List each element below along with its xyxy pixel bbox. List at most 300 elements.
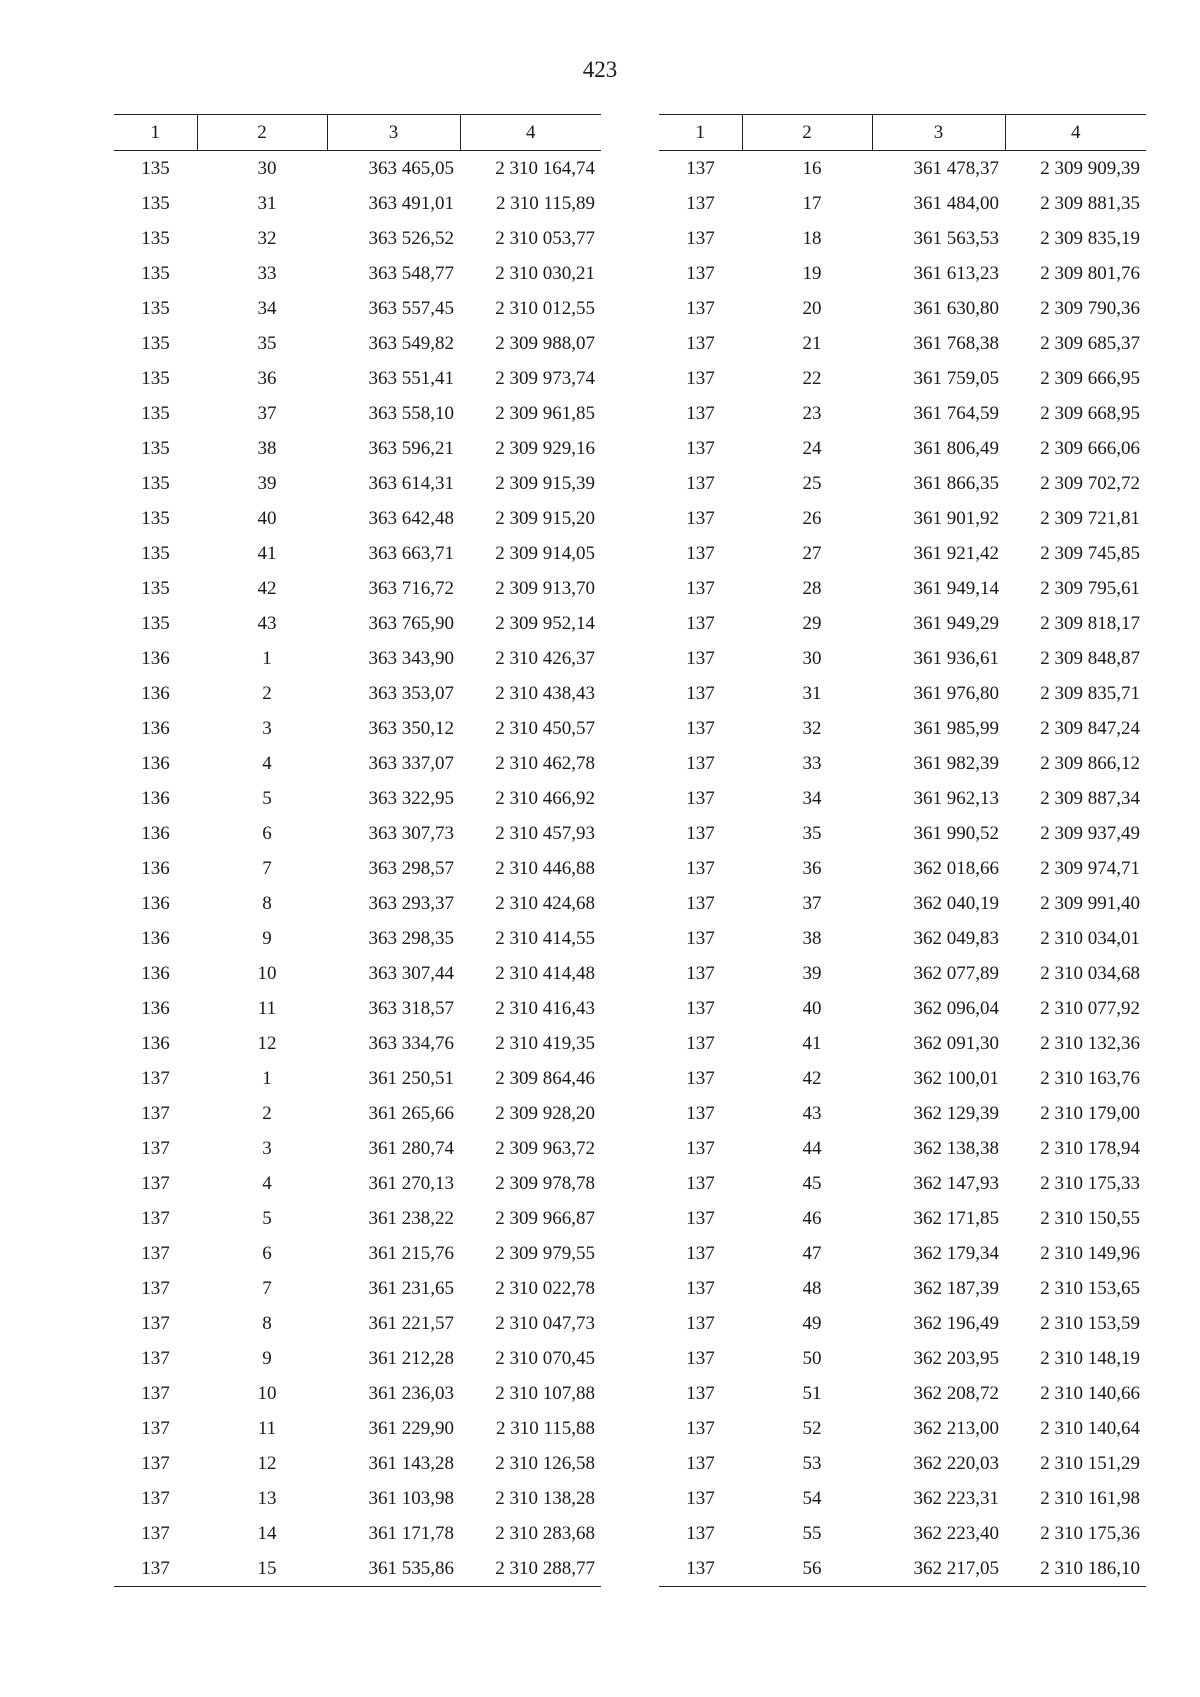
table-row — [114, 1411, 601, 1446]
x-coordinate-cell: 361 215,76 — [368, 1243, 454, 1264]
y-coordinate-cell: 2 309 818,17 — [1040, 613, 1140, 634]
plot-number-cell: 137 — [686, 193, 715, 214]
y-coordinate-cell: 2 309 915,39 — [495, 473, 595, 494]
y-coordinate-cell: 2 309 966,87 — [495, 1208, 595, 1229]
plot-number-cell: 137 — [686, 1313, 715, 1334]
y-coordinate-cell: 2 310 186,10 — [1005, 1551, 1146, 1587]
y-coordinate-cell: 2 309 666,95 — [1040, 368, 1140, 389]
x-coordinate-cell: 363 491,01 — [368, 193, 454, 214]
x-coordinate-cell: 363 526,52 — [368, 228, 454, 249]
point-number-cell: 7 — [262, 858, 272, 879]
plot-number-cell: 137 — [686, 263, 715, 284]
plot-number-cell: 137 — [141, 1208, 170, 1229]
point-number-cell: 42 — [802, 1068, 822, 1089]
point-number-cell: 55 — [802, 1523, 822, 1544]
plot-number-cell: 137 — [141, 1173, 170, 1194]
y-coordinate-cell: 2 310 288,77 — [460, 1551, 601, 1587]
plot-number-cell: 136 — [141, 648, 170, 669]
y-coordinate-cell: 2 310 446,88 — [495, 858, 595, 879]
column-header-2: 2 — [197, 115, 327, 151]
table-row — [114, 501, 601, 536]
table-row — [659, 1271, 1146, 1306]
y-coordinate-cell: 2 310 148,19 — [1040, 1348, 1140, 1369]
x-coordinate-cell: 362 196,49 — [913, 1313, 999, 1334]
table-row — [114, 1306, 601, 1341]
point-number-cell: 34 — [802, 788, 822, 809]
y-coordinate-cell: 2 310 179,00 — [1040, 1103, 1140, 1124]
x-coordinate-cell: 363 343,90 — [368, 648, 454, 669]
point-number-cell: 31 — [802, 683, 822, 704]
y-coordinate-cell: 2 310 164,74 — [495, 158, 595, 179]
plot-number-cell: 135 — [141, 193, 170, 214]
plot-number-cell: 137 — [141, 1103, 170, 1124]
x-coordinate-cell: 363 716,72 — [368, 578, 454, 599]
point-number-cell: 12 — [257, 1453, 277, 1474]
x-coordinate-cell: 363 293,37 — [368, 893, 454, 914]
x-coordinate-cell: 363 307,44 — [368, 963, 454, 984]
plot-number-cell: 136 — [141, 753, 170, 774]
table-row — [659, 151, 1146, 187]
table-row — [114, 711, 601, 746]
point-number-cell: 54 — [802, 1488, 822, 1509]
table-row — [114, 1026, 601, 1061]
table-row — [114, 186, 601, 221]
x-coordinate-cell: 363 558,10 — [368, 403, 454, 424]
plot-number-cell: 135 — [141, 578, 170, 599]
y-coordinate-cell: 2 310 161,98 — [1040, 1488, 1140, 1509]
point-number-cell: 38 — [802, 928, 822, 949]
plot-number-cell: 136 — [141, 893, 170, 914]
x-coordinate-cell: 362 040,19 — [913, 893, 999, 914]
plot-number-cell: 137 — [686, 1243, 715, 1264]
point-number-cell: 27 — [802, 543, 822, 564]
table-row — [659, 886, 1146, 921]
point-number-cell: 15 — [197, 1551, 327, 1587]
table-row — [114, 746, 601, 781]
point-number-cell: 21 — [802, 333, 822, 354]
table-row — [114, 816, 601, 851]
point-number-cell: 1 — [262, 648, 272, 669]
y-coordinate-cell: 2 309 991,40 — [1040, 893, 1140, 914]
y-coordinate-cell: 2 309 887,34 — [1040, 788, 1140, 809]
point-number-cell: 50 — [802, 1348, 822, 1369]
table-row — [114, 1376, 601, 1411]
x-coordinate-cell: 361 949,29 — [913, 613, 999, 634]
table-row — [114, 1096, 601, 1131]
y-coordinate-cell: 2 309 835,19 — [1040, 228, 1140, 249]
point-number-cell: 37 — [802, 893, 822, 914]
y-coordinate-cell: 2 310 153,65 — [1040, 1278, 1140, 1299]
y-coordinate-cell: 2 310 416,43 — [495, 998, 595, 1019]
coordinates-table-left — [114, 114, 601, 1587]
x-coordinate-cell: 361 484,00 — [913, 193, 999, 214]
point-number-cell: 8 — [262, 1313, 272, 1334]
point-number-cell: 30 — [802, 648, 822, 669]
point-number-cell: 35 — [257, 333, 277, 354]
x-coordinate-cell: 361 630,80 — [913, 298, 999, 319]
point-number-cell: 4 — [262, 753, 272, 774]
table-row — [659, 326, 1146, 361]
y-coordinate-cell: 2 309 666,06 — [1040, 438, 1140, 459]
point-number-cell: 29 — [802, 613, 822, 634]
point-number-cell: 10 — [257, 963, 277, 984]
y-coordinate-cell: 2 309 848,87 — [1040, 648, 1140, 669]
y-coordinate-cell: 2 310 115,89 — [495, 193, 595, 214]
plot-number-cell: 137 — [686, 683, 715, 704]
y-coordinate-cell: 2 310 283,68 — [495, 1523, 595, 1544]
x-coordinate-cell: 363 765,90 — [368, 613, 454, 634]
point-number-cell: 33 — [802, 753, 822, 774]
plot-number-cell: 135 — [141, 263, 170, 284]
x-coordinate-cell: 362 220,03 — [913, 1453, 999, 1474]
table-row — [659, 361, 1146, 396]
table-row — [114, 431, 601, 466]
point-number-cell: 9 — [262, 1348, 272, 1369]
table-row — [114, 1166, 601, 1201]
point-number-cell: 39 — [257, 473, 277, 494]
x-coordinate-cell: 361 962,13 — [913, 788, 999, 809]
y-coordinate-cell: 2 310 034,68 — [1040, 963, 1140, 984]
y-coordinate-cell: 2 309 914,05 — [495, 543, 595, 564]
plot-number-cell: 137 — [686, 858, 715, 879]
column-header-2: 2 — [742, 115, 872, 151]
x-coordinate-cell: 361 563,53 — [913, 228, 999, 249]
point-number-cell: 24 — [802, 438, 822, 459]
plot-number-cell: 135 — [141, 333, 170, 354]
plot-number-cell: 136 — [141, 718, 170, 739]
table-row — [659, 186, 1146, 221]
table-row — [114, 781, 601, 816]
plot-number-cell: 135 — [141, 508, 170, 529]
column-header-3: 3 — [327, 115, 460, 151]
y-coordinate-cell: 2 309 721,81 — [1040, 508, 1140, 529]
y-coordinate-cell: 2 309 928,20 — [495, 1103, 595, 1124]
table-row — [659, 1131, 1146, 1166]
point-number-cell: 52 — [802, 1418, 822, 1439]
table-row — [659, 606, 1146, 641]
y-coordinate-cell: 2 309 929,16 — [495, 438, 595, 459]
y-coordinate-cell: 2 310 053,77 — [495, 228, 595, 249]
y-coordinate-cell: 2 310 175,36 — [1040, 1523, 1140, 1544]
y-coordinate-cell: 2 309 988,07 — [495, 333, 595, 354]
table-row — [659, 1026, 1146, 1061]
table-row — [659, 256, 1146, 291]
x-coordinate-cell: 361 229,90 — [368, 1418, 454, 1439]
point-number-cell: 49 — [802, 1313, 822, 1334]
x-coordinate-cell: 362 203,95 — [913, 1348, 999, 1369]
column-header-1: 1 — [114, 115, 197, 151]
plot-number-cell: 137 — [686, 368, 715, 389]
x-coordinate-cell: 363 350,12 — [368, 718, 454, 739]
table-row — [114, 396, 601, 431]
x-coordinate-cell: 361 143,28 — [368, 1453, 454, 1474]
point-number-cell: 1 — [262, 1068, 272, 1089]
point-number-cell: 5 — [262, 788, 272, 809]
plot-number-cell: 137 — [686, 333, 715, 354]
table-row — [659, 1481, 1146, 1516]
x-coordinate-cell: 363 596,21 — [368, 438, 454, 459]
plot-number-cell: 137 — [686, 1488, 715, 1509]
x-coordinate-cell: 362 223,40 — [913, 1523, 999, 1544]
plot-number-cell: 135 — [141, 543, 170, 564]
x-coordinate-cell: 361 238,22 — [368, 1208, 454, 1229]
point-number-cell: 42 — [257, 578, 277, 599]
y-coordinate-cell: 2 310 438,43 — [495, 683, 595, 704]
y-coordinate-cell: 2 310 153,59 — [1040, 1313, 1140, 1334]
plot-number-cell: 135 — [141, 473, 170, 494]
y-coordinate-cell: 2 310 466,92 — [495, 788, 595, 809]
y-coordinate-cell: 2 309 847,24 — [1040, 718, 1140, 739]
table-row — [659, 991, 1146, 1026]
plot-number-cell: 137 — [686, 1138, 715, 1159]
y-coordinate-cell: 2 310 140,64 — [1040, 1418, 1140, 1439]
plot-number-cell: 137 — [141, 1243, 170, 1264]
point-number-cell: 12 — [257, 1033, 277, 1054]
table-row — [659, 536, 1146, 571]
x-coordinate-cell: 362 208,72 — [913, 1383, 999, 1404]
point-number-cell: 11 — [257, 1418, 277, 1439]
point-number-cell: 34 — [257, 298, 277, 319]
table-row — [114, 851, 601, 886]
x-coordinate-cell: 363 548,77 — [368, 263, 454, 284]
plot-number-cell: 137 — [686, 158, 715, 179]
plot-number-cell: 137 — [141, 1278, 170, 1299]
x-coordinate-cell: 361 613,23 — [913, 263, 999, 284]
table-row — [114, 1201, 601, 1236]
plot-number-cell: 136 — [141, 788, 170, 809]
table-row — [114, 1061, 601, 1096]
plot-number-cell: 137 — [686, 998, 715, 1019]
y-coordinate-cell: 2 310 149,96 — [1040, 1243, 1140, 1264]
x-coordinate-cell: 363 549,82 — [368, 333, 454, 354]
plot-number-cell: 136 — [141, 963, 170, 984]
plot-number-cell: 137 — [686, 1453, 715, 1474]
y-coordinate-cell: 2 310 462,78 — [495, 753, 595, 774]
y-coordinate-cell: 2 310 140,66 — [1040, 1383, 1140, 1404]
point-number-cell: 5 — [262, 1208, 272, 1229]
table-row — [114, 291, 601, 326]
point-number-cell: 22 — [802, 368, 822, 389]
x-coordinate-cell: 363 334,76 — [368, 1033, 454, 1054]
x-coordinate-cell: 361 768,38 — [913, 333, 999, 354]
plot-number-cell: 135 — [141, 228, 170, 249]
plot-number-cell: 137 — [141, 1453, 170, 1474]
x-coordinate-cell: 362 187,39 — [913, 1278, 999, 1299]
table-row — [659, 1411, 1146, 1446]
y-coordinate-cell: 2 309 668,95 — [1040, 403, 1140, 424]
table-row — [114, 361, 601, 396]
y-coordinate-cell: 2 310 022,78 — [495, 1278, 595, 1299]
point-number-cell: 11 — [257, 998, 277, 1019]
table-row — [659, 956, 1146, 991]
table-row — [114, 676, 601, 711]
table-row — [114, 1131, 601, 1166]
plot-number-cell: 137 — [686, 1278, 715, 1299]
table-row — [659, 1376, 1146, 1411]
y-coordinate-cell: 2 310 178,94 — [1040, 1138, 1140, 1159]
point-number-cell: 17 — [802, 193, 822, 214]
y-coordinate-cell: 2 310 419,35 — [495, 1033, 595, 1054]
plot-number-cell: 137 — [686, 788, 715, 809]
y-coordinate-cell: 2 309 835,71 — [1040, 683, 1140, 704]
x-coordinate-cell: 361 759,05 — [913, 368, 999, 389]
plot-number-cell: 137 — [141, 1068, 170, 1089]
plot-number-cell: 137 — [686, 1103, 715, 1124]
plot-number-cell: 137 — [686, 928, 715, 949]
point-number-cell: 39 — [802, 963, 822, 984]
table-header-row — [114, 115, 601, 151]
table-row — [114, 1516, 601, 1551]
table-row — [659, 396, 1146, 431]
table-row — [114, 886, 601, 921]
point-number-cell: 14 — [257, 1523, 277, 1544]
y-coordinate-cell: 2 310 414,55 — [495, 928, 595, 949]
y-coordinate-cell: 2 309 961,85 — [495, 403, 595, 424]
plot-number-cell: 137 — [686, 1523, 715, 1544]
x-coordinate-cell: 361 250,51 — [368, 1068, 454, 1089]
x-coordinate-cell: 363 318,57 — [368, 998, 454, 1019]
x-coordinate-cell: 363 465,05 — [368, 158, 454, 179]
point-number-cell: 44 — [802, 1138, 822, 1159]
x-coordinate-cell: 362 223,31 — [913, 1488, 999, 1509]
y-coordinate-cell: 2 310 107,88 — [495, 1383, 595, 1404]
plot-number-cell: 137 — [686, 1173, 715, 1194]
table-row — [659, 221, 1146, 256]
y-coordinate-cell: 2 309 913,70 — [495, 578, 595, 599]
y-coordinate-cell: 2 309 685,37 — [1040, 333, 1140, 354]
x-coordinate-cell: 363 298,57 — [368, 858, 454, 879]
page-number: 423 — [582, 57, 618, 82]
column-header-4: 4 — [1005, 115, 1146, 151]
point-number-cell: 56 — [742, 1551, 872, 1587]
y-coordinate-cell: 2 310 151,29 — [1040, 1453, 1140, 1474]
plot-number-cell: 137 — [686, 963, 715, 984]
point-number-cell: 25 — [802, 473, 822, 494]
plot-number-cell: 137 — [686, 298, 715, 319]
x-coordinate-cell: 362 213,00 — [913, 1418, 999, 1439]
y-coordinate-cell: 2 309 979,55 — [495, 1243, 595, 1264]
plot-number-cell: 135 — [141, 368, 170, 389]
y-coordinate-cell: 2 310 047,73 — [495, 1313, 595, 1334]
point-number-cell: 40 — [257, 508, 277, 529]
point-number-cell: 30 — [257, 158, 277, 179]
plot-number-cell: 137 — [141, 1313, 170, 1334]
x-coordinate-cell: 361 212,28 — [368, 1348, 454, 1369]
x-coordinate-cell: 362 171,85 — [913, 1208, 999, 1229]
x-coordinate-cell: 362 096,04 — [913, 998, 999, 1019]
x-coordinate-cell: 362 138,38 — [913, 1138, 999, 1159]
point-number-cell: 36 — [257, 368, 277, 389]
y-coordinate-cell: 2 309 790,36 — [1040, 298, 1140, 319]
plot-number-cell: 135 — [141, 403, 170, 424]
table-row — [114, 956, 601, 991]
point-number-cell: 3 — [262, 718, 272, 739]
y-coordinate-cell: 2 310 126,58 — [495, 1453, 595, 1474]
plot-number-cell: 137 — [686, 893, 715, 914]
plot-number-cell: 137 — [141, 1383, 170, 1404]
point-number-cell: 53 — [802, 1453, 822, 1474]
table-row — [659, 1061, 1146, 1096]
point-number-cell: 51 — [802, 1383, 822, 1404]
x-coordinate-cell: 361 270,13 — [368, 1173, 454, 1194]
point-number-cell: 41 — [802, 1033, 822, 1054]
x-coordinate-cell: 362 049,83 — [913, 928, 999, 949]
point-number-cell: 43 — [257, 613, 277, 634]
y-coordinate-cell: 2 310 414,48 — [495, 963, 595, 984]
table-row — [659, 1341, 1146, 1376]
y-coordinate-cell: 2 309 963,72 — [495, 1138, 595, 1159]
y-coordinate-cell: 2 310 034,01 — [1040, 928, 1140, 949]
table-row — [659, 851, 1146, 886]
plot-number-cell: 136 — [141, 683, 170, 704]
table-row — [114, 151, 601, 187]
table-row — [659, 1306, 1146, 1341]
x-coordinate-cell: 361 221,57 — [368, 1313, 454, 1334]
point-number-cell: 47 — [802, 1243, 822, 1264]
point-number-cell: 31 — [257, 193, 277, 214]
table-header-row — [659, 115, 1146, 151]
plot-number-cell: 137 — [686, 613, 715, 634]
point-number-cell: 28 — [802, 578, 822, 599]
table-row — [114, 1481, 601, 1516]
x-coordinate-cell: 361 171,78 — [368, 1523, 454, 1544]
table-row — [114, 606, 601, 641]
x-coordinate-cell: 361 265,66 — [368, 1103, 454, 1124]
point-number-cell: 7 — [262, 1278, 272, 1299]
point-number-cell: 26 — [802, 508, 822, 529]
y-coordinate-cell: 2 309 937,49 — [1040, 823, 1140, 844]
x-coordinate-cell: 361 103,98 — [368, 1488, 454, 1509]
y-coordinate-cell: 2 310 150,55 — [1040, 1208, 1140, 1229]
column-header-1: 1 — [659, 115, 742, 151]
x-coordinate-cell: 363 307,73 — [368, 823, 454, 844]
x-coordinate-cell: 361 990,52 — [913, 823, 999, 844]
table-row — [114, 991, 601, 1026]
point-number-cell: 18 — [802, 228, 822, 249]
table-row — [659, 1096, 1146, 1131]
point-number-cell: 19 — [802, 263, 822, 284]
table-row — [114, 571, 601, 606]
table-row — [114, 1236, 601, 1271]
plot-number-cell: 137 — [686, 543, 715, 564]
point-number-cell: 40 — [802, 998, 822, 1019]
y-coordinate-cell: 2 310 175,33 — [1040, 1173, 1140, 1194]
y-coordinate-cell: 2 309 801,76 — [1040, 263, 1140, 284]
point-number-cell: 10 — [257, 1383, 277, 1404]
table-row — [659, 431, 1146, 466]
point-number-cell: 32 — [802, 718, 822, 739]
plot-number-cell: 137 — [141, 1138, 170, 1159]
y-coordinate-cell: 2 309 952,14 — [495, 613, 595, 634]
point-number-cell: 8 — [262, 893, 272, 914]
plot-number-cell: 135 — [141, 438, 170, 459]
plot-number-cell: 137 — [686, 1068, 715, 1089]
x-coordinate-cell: 362 147,93 — [913, 1173, 999, 1194]
table-row — [659, 711, 1146, 746]
y-coordinate-cell: 2 310 450,57 — [495, 718, 595, 739]
x-coordinate-cell: 361 535,86 — [327, 1551, 460, 1587]
table-row — [114, 1446, 601, 1481]
point-number-cell: 38 — [257, 438, 277, 459]
x-coordinate-cell: 363 337,07 — [368, 753, 454, 774]
x-coordinate-cell: 362 077,89 — [913, 963, 999, 984]
plot-number-cell: 137 — [686, 508, 715, 529]
table-row — [114, 256, 601, 291]
table-row — [659, 1551, 1146, 1587]
point-number-cell: 20 — [802, 298, 822, 319]
table-row — [659, 781, 1146, 816]
plot-number-cell: 137 — [686, 753, 715, 774]
